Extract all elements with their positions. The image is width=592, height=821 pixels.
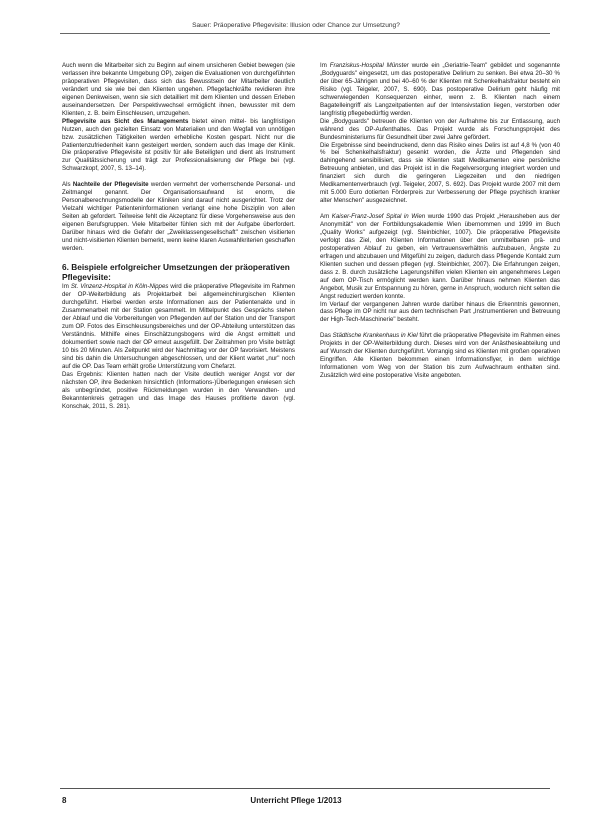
right-column (320, 62, 560, 380)
section-heading: 6. Beispiele erfolgreicher Umsetzungen der präoperativen Pflegevisite: (62, 261, 290, 282)
running-header: Sauer: Präoperative Pflegevisite: Illusion oder Chance zur Umsetzung? (192, 22, 400, 29)
paragraph: Im St. Vinzenz-Hospital in Köln-Nippes wird die präoperative Pflegevisite im Rahmen der OP-Weiterbildung als Projektarbeit bei allgemeinchirurgischen Klienten durchgeführt. Hierbei werden erste Informationen aus der Patientenakte und in Zusammenarbeit mit der Station gesammelt. Im Mittelpunkt des Gesprächs stehen der Ablauf und die Vorbereitungen von Pflegenden auf der Station und der Transport zum OP. Fotos des Einschleusungsbereiches und der OP-Abteilung unterstützen das Verständnis. Mithilfe eines Einschätzungsbogens wird die Angst ermittelt und dokumentiert sowie nach der OP erneut ausgefüllt. Der Zeitrahmen pro Visite beträgt 10 bis 20 Minuten. Als Zeitpunkt wird der Nachmittag vor der OP favorisiert. Meistens sind bis dahin die Untersuchungen abgeschlossen, und der Klient wartet „nur" noch auf die OP. Das Team erhält große Unterstützung vom Chefarzt. (62, 283, 296, 370)
paragraph: Die Ergebnisse sind beeindruckend, denn das Risiko eines Delirs ist auf 4,8 % (von 40 % bei Schenkelhalsfraktur) gesenkt worden, die Ärzte und Pflegenden sind dahingehend sensibilisiert, dass sie Klienten statt Medikamenten eine persönliche Betreuung anbieten, und das Projekt ist in die Regelversorgung integriert worden und finanziert sich durch die geringeren Liegezeiten und den niedrigen Medikamentenverbrauch (vgl. Teigeler, 2007, S. 692). Das Projekt wurde 2007 mit dem mit 5.000 Euro dotierten Förderpreis zur Verbesserung der Pflege psychisch kranker alter Menschen" ausgezeichnet. (320, 141, 560, 205)
institution-name: Kaiser-Franz-Josef Spital in Wien (331, 213, 426, 221)
paragraph: Pflegevisite aus Sicht des Managements bietet einen mittel- bis langfristigen Nutzen, auch den gezielten Einsatz von Materialien und den Wegfall von unnötigen bzw. zusätzlichen Tätigkeiten werden erhebliche Kosten gespart. Nicht nur die Patientenzufriedenheit kann gesteigert werden, sondern auch das Image der Klinik. Die präoperative Pflegevisite ist positiv für alle Beteiligten und dient als Instrument zur Qualitätssicherung und trägt zur Professionalisierung der Pflege bei (vgl. Schwarzkopf, 2007, S. 13–14). (62, 117, 295, 173)
paragraph: Am Kaiser-Franz-Josef Spital in Wien wurde 1990 das Projekt „Herausheben aus der Anonymität" von der Fortbildungsakademie Wien übernommen und 1999 im Buch „Quality Works" aufgezeigt (vgl. Steinbichler, 1007). Die präoperative Pflegevisite verfolgt das Ziel, den Klienten Informationen über den unmittelbaren prä- und postoperativen Ablauf zu geben, ein Vertrauensverhältnis aufzubauen, Ängste zu erfragen und abzubauen und Mitgefühl zu zeigen, dadurch dass Pflegende Kontakt zum Klienten suchen und dessen pflegen (vgl. Steinbichler, 2007). Die Erfahrungen zeigen, dass z. B. durch zusätzliche Lagerungshilfen vielen Klienten ein angenehmeres Legen auf dem OP-Tisch ermöglicht werden kann. Darüber hinaus nehmen Klienten das Angebot, Musik zur Entspannung zu hören, gerne in Anspruch, wodurch nicht selten die Angst reduziert werden konnte. (320, 213, 560, 300)
journal-title: Unterricht Pflege 1/2013 (250, 796, 342, 805)
institution-name: St. Vinzenz-Hospital in Köln-Nippes (70, 283, 169, 291)
institution-name: Städtische Krankenhaus in Kiel (332, 332, 418, 340)
paragraph: Das Ergebnis: Klienten hatten nach der Visite deutlich weniger Angst vor der nächsten OP, ihre Bedenken hinsichtlich (Informations-)Überlegungen erwiesen sich als unbegründet, positive Rückmeldungen wurden in den Verwandten- und Bekanntenkreis getragen und das Image des Hauses profitierte davon (vgl. Konschak, 2011, S. 281). (62, 370, 295, 410)
paragraph: Im Verlauf der vergangenen Jahren wurde darüber hinaus die Erkenntnis gewonnen, dass Pflege im OP nicht nur aus dem technischen Part „Instrumentieren und Betreuung der High-Tech-Maschinerie" besteht. (320, 300, 560, 324)
paragraph: Im Franziskus-Hospital Münster wurde ein „Geriatrie-Team" gebildet und sogenannte „Bodyguards" eingesetzt, um das postoperative Delirium zu senken. Bei etwa 20–30 % der über 65-Jährigen und bei 40–60 % der Klienten mit Schenkelhalsfraktur besteht ein Risiko (vgl. Teigeler, 2007, S. 690). Das postoperative Delirium geht häufig mit schwerwiegenden Konsequenzen einher, wenn z. B. Klienten nach einem Bagatelleingriff als Langzeitpatienten auf der Intensivstation liegen, verstorben oder langfristig pflegebedürftig werden. (320, 62, 560, 117)
left-column (62, 62, 295, 410)
paragraph: Auch wenn die Mitarbeiter sich zu Beginn auf einem unsicheren Gebiet bewegen (sie verlassen ihre bekannte Umgebung OP), zeigen die Evaluationen von durchgeführten präoperativen Pflegevisiten, dass sich das Bewusstsein der Mitarbeiter deutlich verändert und sie wie bei den Klienten ungehen. Pflegefachkräfte revidieren ihre eigenen Denkweisen, wenn sie sich detailliert mit dem Klienten und dessen Erleben auseinandersetzen. Der Perspektivwechsel ermöglicht ihnen, bewusster mit dem Klienten, z. B. beim Einschleusen, umzugehen. (62, 62, 295, 117)
bold-lead: Pflegevisite aus Sicht des Managements (62, 117, 189, 125)
institution-name: Franziskus-Hospital Münster (329, 62, 409, 69)
footer-divider (60, 788, 550, 789)
paragraph: Die „Bodyguards" betreuen die Klienten von der Aufnahme bis zur Entlassung, auch während des OP-Aufenthaltes. Das Projekt wurde als Forschungsprojekt des Bundesministeriums für Gesundheit über zwei Jahre gefördert. (320, 117, 560, 141)
paragraph: Das Städtische Krankenhaus in Kiel führt die präoperative Pflegevisite im Rahmen eines Projekts in der OP-Weiterbildung durch. Dieses wird von der Anästhesieabteilung und auf Wunsch der Klienten durchgeführt. Vorrangig sind es Klienten mit großen operativen Eingriffen. Alle Klienten bekommen einen Informationsflyer, in dem wichtige Informationen vom Weg von der Station bis zum Aufwachraum enthalten sind. Zusätzlich wird eine postoperative Visite angeboten. (320, 332, 560, 380)
header-divider (60, 33, 550, 34)
page-number: 8 (62, 796, 67, 805)
bold-lead: Nachteile der Pflegevisite (72, 181, 149, 189)
paragraph: Als Nachteile der Pflegevisite werden vermehrt der vorherrschende Personal- und Zeitmangel genannt. Der Organisationsaufwand ist enorm, die Personalberechnungsmodelle der Kliniken sind darauf nicht ausgerichtet. Trotz der Vielzahl wichtiger Patienteninformationen verlangt eine hohe Disziplin von allen Seiten ab gefordert. Teilweise fehlt die Akzeptanz für diese Vorgehensweise aus den eigenen Berufsgruppen. Viele Mitarbeiter fühlen sich mit der Aufgabe überfordert. Darüber hinaus wird die Gefahr der „Zweiklassengesellschaft" zwischen visitierten und nicht-visitierten Klienten bemerkt, wenn keine klaren Auswahlkriterien geschaffen werden. (62, 181, 295, 252)
